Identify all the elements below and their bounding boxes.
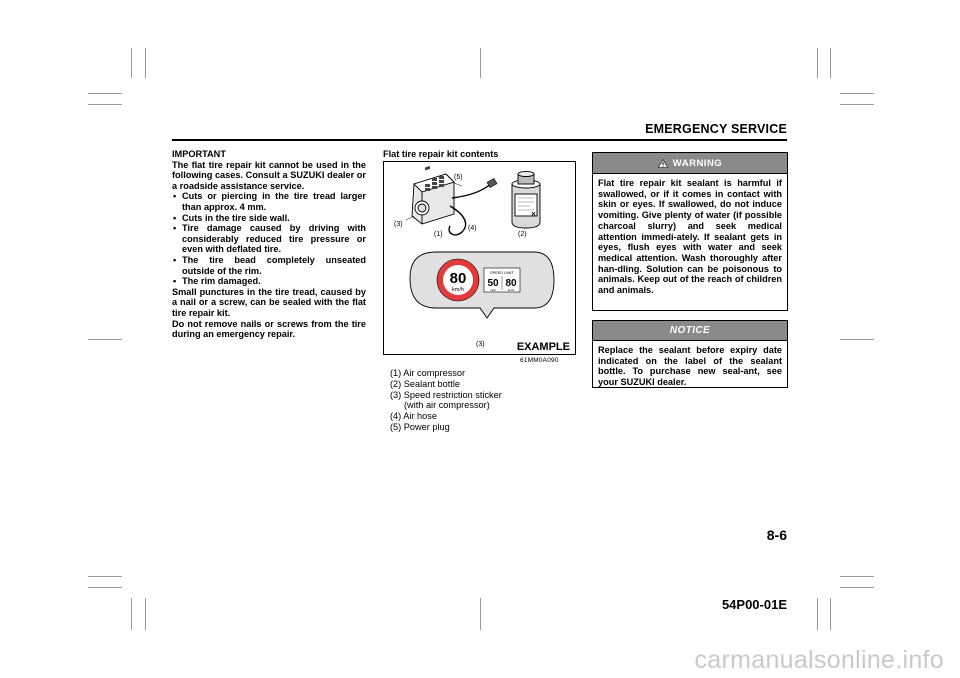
speed-unit-kmh: km/h xyxy=(507,288,515,292)
crop-mark xyxy=(88,104,122,105)
important-heading: IMPORTANT xyxy=(172,149,226,159)
crop-mark xyxy=(840,93,874,94)
crop-mark xyxy=(830,598,831,630)
page-number: 8-6 xyxy=(766,527,787,543)
repair-kit-illustration xyxy=(384,162,575,354)
sealant-bottle-icon xyxy=(512,172,540,229)
legend-item: (5) Power plug xyxy=(390,421,450,432)
bullet-item: • The tire bead completely unseated outside of the rim. xyxy=(172,255,366,276)
speed-sticker-icon xyxy=(410,252,554,318)
figure-title: Flat tire repair kit contents xyxy=(383,149,499,159)
speed-limit-label: SPEED LIMIT xyxy=(490,271,514,275)
bullet-item: • Cuts or piercing in the tire tread larger than approx. 4 mm. xyxy=(172,191,366,212)
power-plug-icon xyxy=(452,184,492,198)
header-rule xyxy=(172,139,787,141)
crop-mark xyxy=(840,576,874,577)
speed-value-kmh: 80 xyxy=(505,278,517,289)
crop-mark xyxy=(817,598,818,630)
crop-mark xyxy=(88,576,122,577)
air-compressor-icon xyxy=(412,166,454,224)
important-bullets xyxy=(172,191,366,286)
callout-label: (5) xyxy=(454,174,463,181)
warning-header xyxy=(593,153,787,174)
crop-mark xyxy=(840,104,874,105)
crop-mark xyxy=(145,48,146,78)
bullet-item: • Cuts in the tire side wall. xyxy=(172,213,366,224)
legend-item: (2) Sealant bottle xyxy=(390,378,460,389)
legend-item: (4) Air hose xyxy=(390,411,437,422)
sticker-speed: 80 xyxy=(449,270,467,287)
warning-title: WARNING xyxy=(672,157,723,169)
warning-text: Flat tire repair kit sealant is harmful if swallowed, or if it comes in contact with skin or eyes. If swallowed, do not induce vomiting. Give plenty of water (if possible charcoal slurry) and seek medical attention immedi-ately. If sealant gets in eyes, flush eyes with water and seek medical attention. Wash thoroughly after han-dling. Solution can be poisonous to animals. Keep out of the reach of children and animals. xyxy=(598,178,782,296)
crop-mark xyxy=(88,587,122,588)
crop-mark xyxy=(840,587,874,588)
crop-mark xyxy=(88,93,122,94)
legend-item: (1) Air compressor xyxy=(390,368,466,378)
watermark: carmanualsonline.info xyxy=(694,646,944,674)
important-block xyxy=(172,149,366,340)
figure-legend xyxy=(390,368,502,433)
legend-item: (with air compressor) xyxy=(404,400,490,411)
important-para-punctures: Small punctures in the tire tread, caused by a nail or a screw, can be sealed with the flat tire repair kit. xyxy=(172,286,366,318)
bullet-item: • Tire damage caused by driving with considerably reduced tire pressure or even with deflated tire. xyxy=(172,223,366,255)
important-para-nails: Do not remove nails or screws from the tire during an emergency repair. xyxy=(172,318,366,340)
crop-mark xyxy=(131,598,132,630)
notice-title: NOTICE xyxy=(593,321,787,341)
legend-item: (3) Speed restriction sticker xyxy=(390,389,502,400)
warning-box xyxy=(592,152,788,311)
crop-mark xyxy=(480,48,481,78)
callout-label: (4) xyxy=(468,225,477,232)
crop-mark xyxy=(88,339,122,340)
section-title: EMERGENCY SERVICE xyxy=(645,122,787,136)
crop-mark xyxy=(480,598,481,630)
callout-label: (2) xyxy=(518,231,527,238)
warning-triangle-icon xyxy=(658,159,668,168)
speed-unit-mph: mph xyxy=(490,288,496,292)
example-label: EXAMPLE xyxy=(516,341,570,353)
speed-value-mph: 50 xyxy=(487,278,499,289)
crop-mark xyxy=(817,48,818,78)
important-intro: The flat tire repair kit cannot be used in the following cases. Consult a SUZUKI dealer or a roadside assistance service. xyxy=(172,159,366,191)
svg-text:✕: ✕ xyxy=(531,212,537,218)
sticker-unit: km/h xyxy=(452,287,464,293)
callout-label: (3) xyxy=(394,221,403,228)
crop-mark xyxy=(840,339,874,340)
crop-mark xyxy=(830,48,831,78)
figure-code: 61MM0A090 xyxy=(520,357,559,364)
notice-text: Replace the sealant before expiry date indicated on the label of the sealant bottle. To purchase new seal-ant, see your SUZUKI dealer. xyxy=(598,345,782,388)
document-code: 54P00-01E xyxy=(721,597,787,612)
callout-label: (1) xyxy=(434,231,443,238)
bullet-item: • The rim damaged. xyxy=(172,276,366,287)
crop-mark xyxy=(131,48,132,78)
figure-box xyxy=(383,161,576,355)
crop-mark xyxy=(145,598,146,630)
callout-label: (3) xyxy=(476,341,485,348)
notice-box xyxy=(592,320,788,388)
